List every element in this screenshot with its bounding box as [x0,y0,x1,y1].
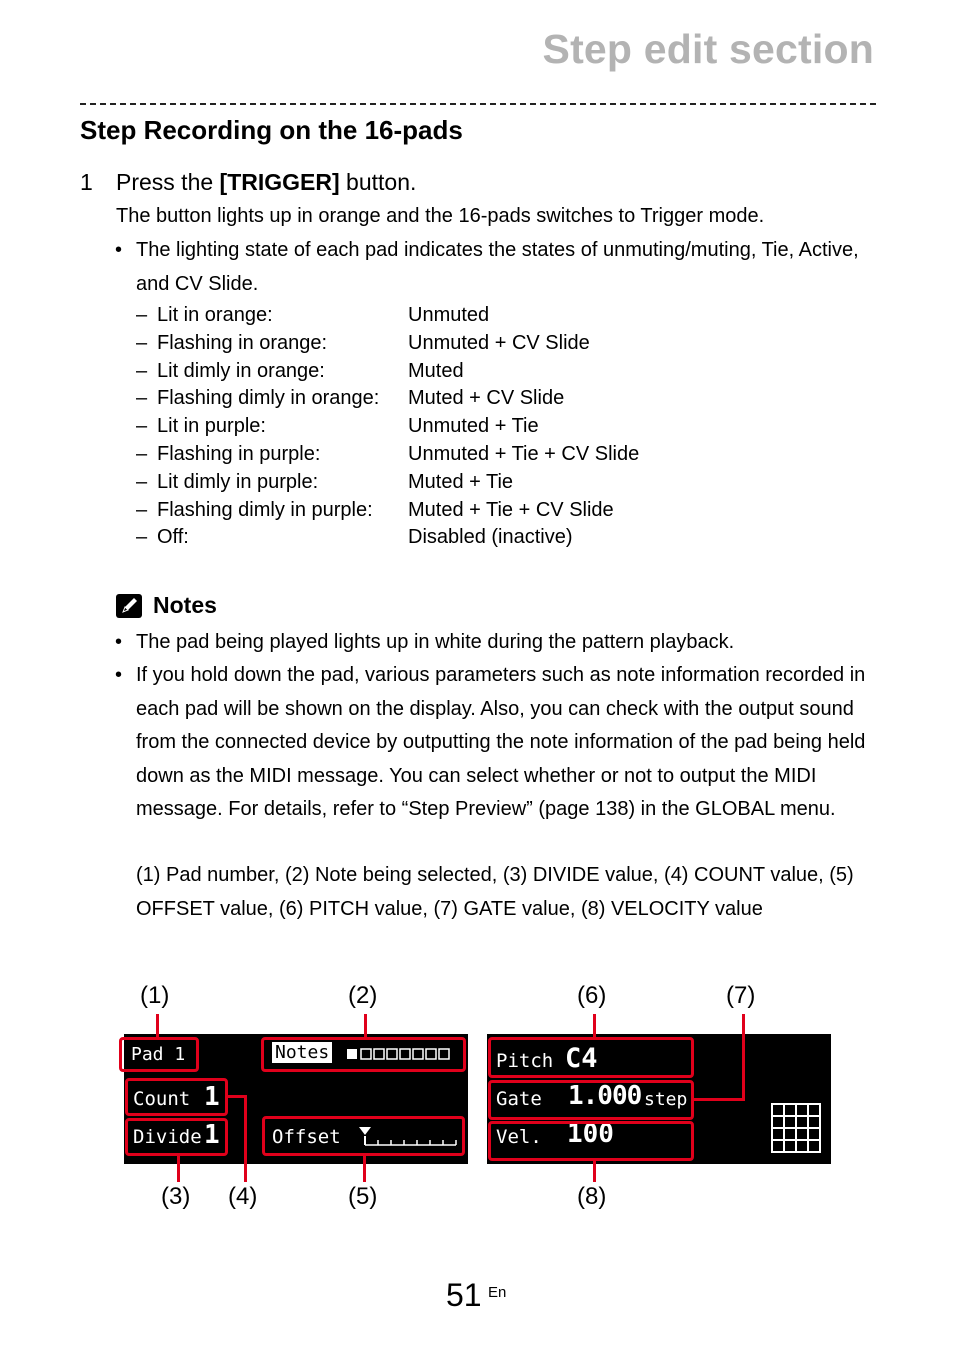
callout-3: (3) [161,1183,191,1210]
highlight-gate [488,1080,694,1120]
leader-line-5 [363,1156,366,1182]
step-description: The button lights up in orange and the 16-pads switches to Trigger mode. [116,205,765,227]
subsection-title: Step Recording on the 16-pads [80,115,463,145]
state-label: Lit in orange: [157,304,273,326]
state-value: Muted [408,359,464,382]
callout-4: (4) [228,1183,258,1210]
section-title: Step edit section [542,26,874,72]
list-item [136,385,639,413]
list-item [136,302,639,330]
dash: – [136,331,148,354]
state-value: Disabled (inactive) [408,526,573,549]
state-label: Lit dimly in purple: [157,470,319,493]
state-value: Unmuted [408,304,490,326]
lighting-states-list [136,302,639,552]
state-label: Flashing dimly in orange: [157,387,380,410]
list-item [136,469,639,497]
bullet-dot: • [115,664,123,686]
dash: – [136,415,148,438]
divide-label: Divide [133,1126,202,1148]
state-value: Muted + Tie [408,470,514,493]
notes-bullet-2: If you hold down the pad, various parameters such as note information recorded in each pad will be shown on the display. Also, you can check with the output sound from the connected device by outputting the note information of the pad being held down as the MIDI message. You can select whether or not to output the MIDI message. For details, refer to “Step Preview” (page 138) in the GLOBAL menu. [136,664,866,820]
pad-grid-icon [771,1103,821,1153]
list-item [136,358,639,386]
gate-value: 1.000 [568,1081,642,1111]
dashed-divider [80,103,876,105]
state-value: Unmuted + Tie + CV Slide [408,442,640,465]
state-label: Flashing dimly in purple: [157,498,373,521]
vel-label: Vel. [496,1126,542,1148]
state-value: Unmuted + CV Slide [408,331,590,354]
count-value: 1 [204,1082,220,1112]
state-value: Unmuted + Tie [408,415,539,438]
dash: – [136,359,148,382]
step-1 [80,169,416,196]
leader-line-1 [156,1014,159,1037]
notes-bullet-1: The pad being played lights up in white during the pattern playback. [136,631,735,653]
pitch-label: Pitch [496,1050,554,1072]
highlight-count [125,1078,228,1116]
page-number: 51 [446,1277,482,1313]
state-value: Muted + CV Slide [408,387,565,410]
notes-heading [116,592,217,619]
callout-5: (5) [348,1183,378,1210]
trigger-button-name: [TRIGGER] [219,169,340,195]
highlight-divide [125,1118,228,1156]
bullet-dot: • [115,631,123,653]
state-label: Lit in purple: [157,415,266,438]
callout-2: (2) [348,982,378,1009]
leader-line-4-vertical [244,1095,247,1182]
dash: – [136,304,148,326]
notes-label: Notes [272,1042,332,1063]
pad-label: Pad 1 [131,1044,186,1065]
highlight-notes [261,1037,466,1072]
notes-legend: (1) Pad number, (2) Note being selected, (3) DIVIDE value, (4) COUNT value, (5) OFFSET value, (6) PITCH value, (7) GATE value, (8) VELOCITY value [136,864,854,920]
leader-line-7-horizontal [694,1098,745,1101]
list-item [136,524,639,552]
callout-8: (8) [577,1183,607,1210]
offset-label: Offset [272,1126,341,1148]
state-label: Off: [157,526,189,549]
notes-title: Notes [153,592,217,618]
callout-7: (7) [726,982,756,1009]
vel-value: 100 [567,1119,614,1149]
list-item [136,413,639,441]
highlight-offset [262,1116,465,1156]
count-label: Count [133,1088,191,1110]
pencil-icon [116,594,142,618]
gate-label: Gate [496,1088,542,1110]
leader-line-8 [593,1161,596,1182]
lighting-bullet-text: The lighting state of each pad indicates the states of unmuting/muting, Tie, Active, and CV Slide. [136,239,859,295]
leader-line-6 [593,1014,596,1037]
gate-unit: step [644,1089,688,1110]
dash: – [136,470,148,493]
list-item [136,441,639,469]
leader-line-3 [177,1156,180,1182]
divide-value: 1 [204,1120,220,1150]
leader-line-2 [364,1014,367,1037]
state-label: Flashing in orange: [157,331,328,354]
step-text-before: Press the [116,169,220,195]
step-text-after: button. [339,169,417,195]
highlight-vel [488,1121,694,1161]
state-label: Lit dimly in orange: [157,359,325,382]
dash: – [136,387,148,410]
state-value: Muted + Tie + CV Slide [408,498,614,521]
page-language: En [488,1284,507,1301]
bullet-dot: • [115,239,123,261]
list-item [136,330,639,358]
list-item [136,497,639,525]
leader-line-7-vertical [742,1014,745,1100]
state-label: Flashing in purple: [157,442,321,465]
highlight-pad [119,1037,199,1072]
dash: – [136,498,148,521]
callout-1: (1) [140,982,170,1009]
callout-6: (6) [577,982,607,1009]
pitch-value: C4 [565,1043,598,1074]
dash: – [136,526,148,549]
highlight-pitch [488,1037,694,1078]
dash: – [136,442,148,465]
step-number: 1 [80,169,93,195]
